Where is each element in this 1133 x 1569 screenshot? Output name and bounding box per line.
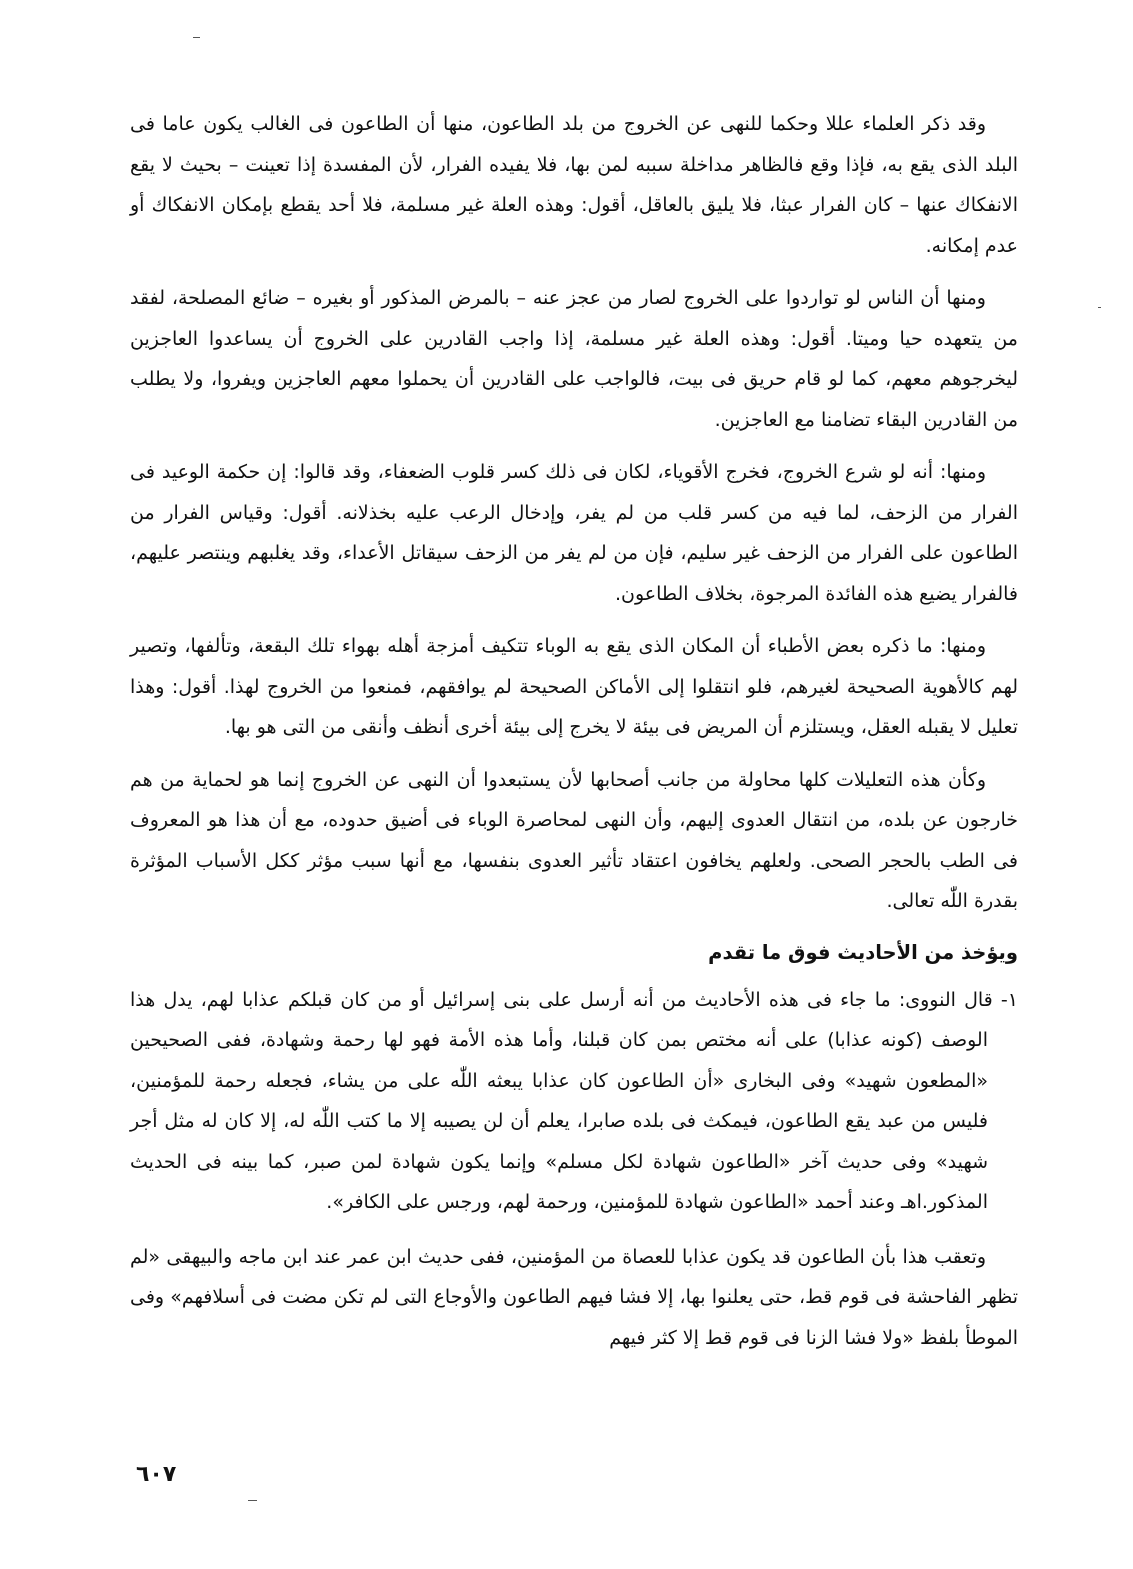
paragraph-abandonment-argument: ومنها أن الناس لو تواردوا على الخروج لصار من عجز عنه – بالمرض المذكور أو بغيره – ضائع المصلحة، لفقد من يتعهده حيا وميتا. أقول: وهذه العلة غير مسلمة، إذا واجب القادرين على الخروج أن يساعدوا العاجزين ليخرجوهم معهم، كما لو قام حريق فى بيت، فالواجب على القادرين أن يحملوا معهم العاجزين ويفروا، ولا يطلب من القادرين البقاء تضامنا مع العاجزين. bbox=[130, 287, 1018, 431]
numbered-item-1: ١- قال النووى: ما جاء فى هذه الأحاديث من أنه أرسل على بنى إسرائيل أو من كان قبلكم عذابا لهم، يدل هذا الوصف (كونه عذابا) على أنه مختص بمن كان قبلنا، وأما هذه الأمة فهو لها رحمة وشهادة، ففى الصحيحين «المطعون شهيد» وفى البخارى «أن الطاعون كان عذابا يبعثه اللّٰه على من يشاء، فجعله رحمة للمؤمنين، فليس من عبد يقع الطاعون، فيمكث فى بلده صابرا، يعلم أن لن يصيبه إلا ما كتب اللّٰه له، إلا كان له مثل أجر شهيد» وفى حديث آخر «الطاعون شهادة لكل مسلم» وإنما يكون شهادة لمن صبر، كما بينه فى الحديث المذكور.اهـ وعند أحمد «الطاعون شهادة للمؤمنين، ورحمة لهم، ورجس على الكافر». bbox=[130, 988, 1018, 1213]
scan-speck bbox=[1098, 307, 1101, 308]
section-heading: ويؤخذ من الأحاديث فوق ما تقدم bbox=[708, 940, 1018, 964]
paragraph-physicians-argument: ومنها: ما ذكره بعض الأطباء أن المكان الذى يقع به الوباء تتكيف أمزجة أهله بهواء تلك البقعة، وتألفها، وتصير لهم كالأهوية الصحيحة لغيرهم، فلو انتقلوا إلى الأماكن الصحيحة لم يوافقهم، فمنعوا من الخروج لهذا. أقول: وهذا تعليل لا يقبله العقل، ويستلزم أن المريض فى بيئة لا يخرج إلى بيئة أخرى أنظف وأنقى من التى هو بها. bbox=[130, 635, 1018, 738]
scan-speck bbox=[193, 37, 200, 38]
paragraph-quarantine-conclusion: وكأن هذه التعليلات كلها محاولة من جانب أصحابها لأن يستبعدوا أن النهى عن الخروج إنما هو لحماية من هم خارجون عن بلده، من انتقال العدوى إليهم، وأن النهى لمحاصرة الوباء فى أضيق حدوده، مع أن هذا هو المعروف فى الطب بالحجر الصحى. ولعلهم يخافون اعتقاد تأثير العدوى بنفسها، مع أنها سبب مؤثر ككل الأسباب المؤثرة بقدرة اللّٰه تعالى. bbox=[130, 768, 1018, 912]
paragraph-weak-hearts-argument: ومنها: أنه لو شرع الخروج، فخرج الأقوياء، لكان فى ذلك كسر قلوب الضعفاء، وقد قالوا: إن حكمة الوعيد فى الفرار من الزحف، لما فيه من كسر قلب من لم يفر، وإدخال الرعب عليه بخذلانه. أقول: وقياس الفرار من الطاعون على الفرار من الزحف غير سليم، فإن من لم يفر من الزحف سيقاتل الأعداء، وقد يغلبهم وينتصر عليهم، فالفرار يضيع هذه الفائدة المرجوة، بخلاف الطاعون. bbox=[130, 461, 1018, 605]
text-column bbox=[130, 104, 1018, 1370]
page-number: ٦٠٧ bbox=[136, 1462, 177, 1487]
paragraph-causes-intro: وقد ذكر العلماء عللا وحكما للنهى عن الخروج من بلد الطاعون، منها أن الطاعون فى الغالب يكون عاما فى البلد الذى يقع به، فإذا وقع فالظاهر مداخلة سببه لمن بها، فلا يفيده الفرار، لأن المفسدة إذا تعينت – بحيث لا يقع الانفكاك عنها – كان الفرار عبثا، فلا يليق بالعاقل، أقول: وهذه العلة غير مسلمة، فلا أحد يقطع بإمكان الانفكاك أو عدم إمكانه. bbox=[130, 113, 1018, 257]
scan-speck bbox=[248, 1500, 257, 1501]
paragraph-objection: وتعقب هذا بأن الطاعون قد يكون عذابا للعصاة من المؤمنين، ففى حديث ابن عمر عند ابن ماجه والبيهقى «لم تظهر الفاحشة فى قوم قط، حتى يعلنوا بها، إلا فشا فيهم الطاعون والأوجاع التى لم تكن مضت فى أسلافهم» وفى الموطأ بلفظ «ولا فشا الزنا فى قوم قط إلا كثر فيهم bbox=[130, 1245, 1018, 1349]
